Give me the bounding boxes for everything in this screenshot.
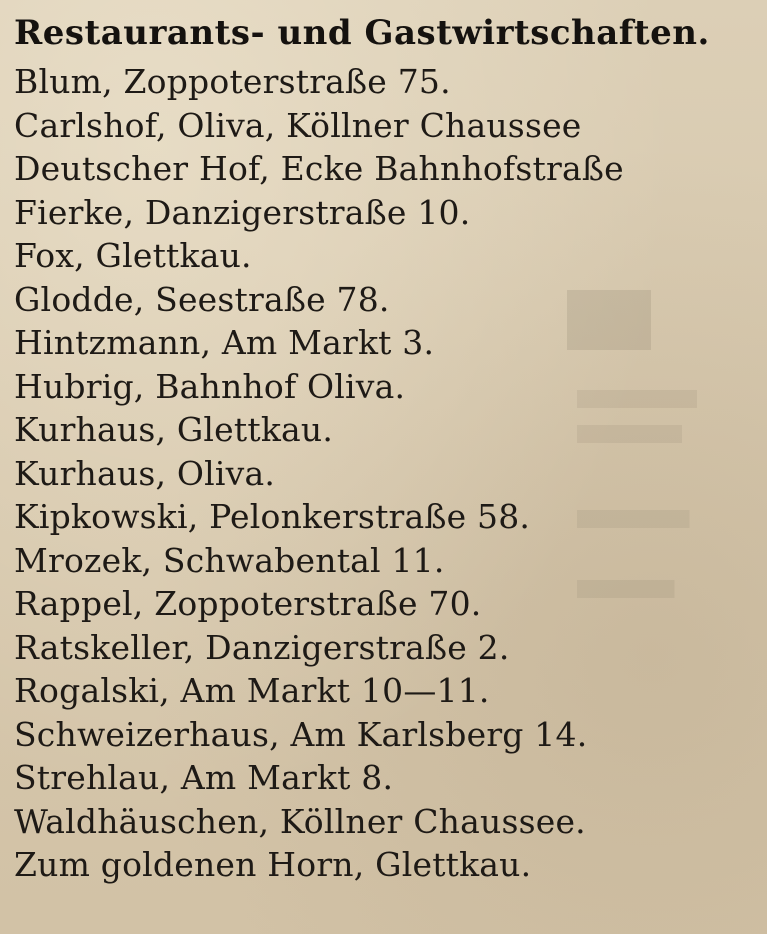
list-item: Glodde, Seestraße 78. bbox=[14, 279, 390, 319]
list-item: Carlshof, Oliva, Köllner Chaussee bbox=[14, 105, 582, 145]
list-item: Blum, Zoppoterstraße 75. bbox=[14, 62, 451, 101]
list-item: Rappel, Zoppoterstraße 70. bbox=[14, 584, 482, 623]
list-item: Kurhaus, Oliva. bbox=[14, 453, 276, 493]
list-item: Fox, Glettkau. bbox=[14, 236, 252, 275]
list-item: Mrozek, Schwabental 11. bbox=[14, 540, 445, 580]
document-page bbox=[14, 6, 759, 887]
list-item: Schweizerhaus, Am Karlsberg 14. bbox=[14, 714, 588, 754]
list-item: Waldhäuschen, Köllner Chaussee. bbox=[14, 801, 586, 841]
list-item: Hubrig, Bahnhof Oliva. bbox=[14, 366, 406, 406]
list-item: Ratskeller, Danzigerstraße 2. bbox=[14, 627, 510, 667]
restaurant-list bbox=[14, 60, 759, 887]
section-heading: Restaurants- und Gastwirtschaften. bbox=[14, 13, 710, 53]
list-item: Kipkowski, Pelonkerstraße 58. bbox=[14, 497, 531, 536]
list-item: Fierke, Danzigerstraße 10. bbox=[14, 192, 471, 232]
list-item: Kurhaus, Glettkau. bbox=[14, 410, 334, 449]
list-item: Strehlau, Am Markt 8. bbox=[14, 758, 394, 797]
list-item: Rogalski, Am Markt 10—11. bbox=[14, 671, 490, 710]
list-item: Hintzmann, Am Markt 3. bbox=[14, 323, 435, 362]
list-item: Zum goldenen Horn, Glettkau. bbox=[14, 845, 532, 884]
list-item: Deutscher Hof, Ecke Bahnhofstraße bbox=[14, 149, 624, 188]
